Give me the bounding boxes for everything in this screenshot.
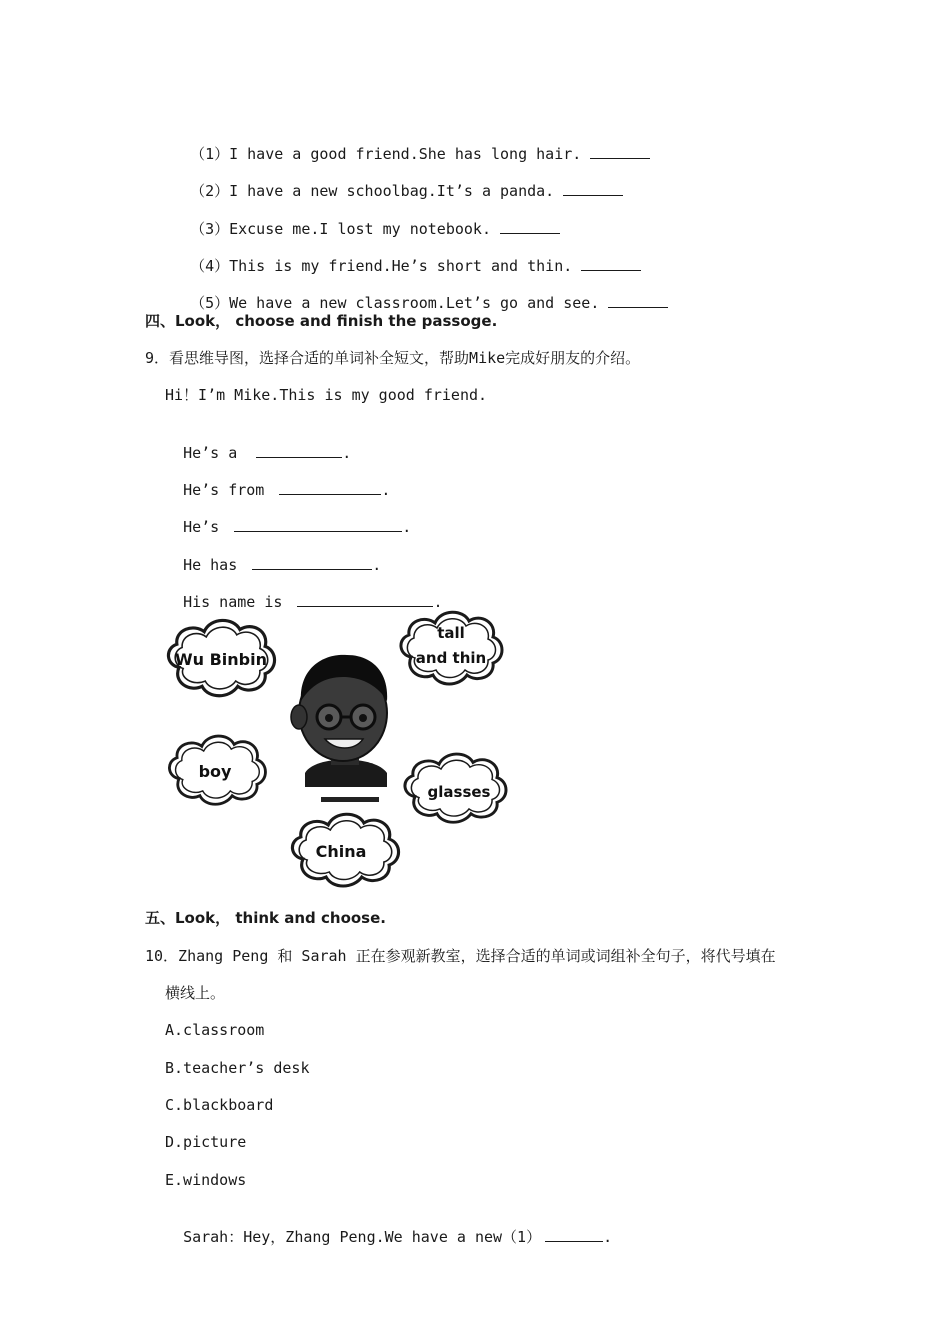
item-number: （2） xyxy=(190,182,230,200)
passage-end: . xyxy=(381,481,391,499)
passage-intro: Hi！I’m Mike.This is my good friend. xyxy=(165,386,488,404)
mind-map-figure xyxy=(165,605,510,895)
answer-blank[interactable] xyxy=(581,256,641,271)
passage-line-3 xyxy=(165,497,411,537)
item-number: （4） xyxy=(190,257,230,275)
answer-blank[interactable] xyxy=(608,293,668,308)
passage-text: His name is xyxy=(183,593,292,611)
item-text: I have a new schoolbag.It’s a panda. xyxy=(229,182,564,200)
passage-text: He’s from xyxy=(183,481,274,499)
item-4 xyxy=(172,236,641,276)
item-3 xyxy=(172,199,560,239)
answer-blank[interactable] xyxy=(234,517,402,532)
answer-blank[interactable] xyxy=(279,480,381,495)
dialogue-text: Sarah：Hey，Zhang Peng.We have a new（1） xyxy=(183,1228,542,1246)
dialogue-end: . xyxy=(603,1228,613,1246)
passage-text: He has xyxy=(183,556,247,574)
answer-blank[interactable] xyxy=(252,555,372,570)
dialogue-line-1 xyxy=(165,1207,612,1247)
item-text: We have a new classroom.Let’s go and see. xyxy=(229,294,609,312)
passage-line-1 xyxy=(165,423,351,463)
item-text: Excuse me.I lost my notebook. xyxy=(229,220,501,238)
cloud-china-label: China xyxy=(315,842,367,861)
answer-blank[interactable] xyxy=(256,443,342,458)
item-text: I have a good friend.She has long hair. xyxy=(229,145,591,163)
item-number: （1） xyxy=(190,145,230,163)
passage-end: . xyxy=(342,444,352,462)
answer-blank[interactable] xyxy=(545,1227,603,1242)
item-number: （3） xyxy=(190,220,230,238)
option-c: C.blackboard xyxy=(165,1096,274,1114)
option-d: D.picture xyxy=(165,1133,247,1151)
passage-line-4 xyxy=(165,535,381,575)
answer-blank[interactable] xyxy=(590,144,650,159)
passage-end: . xyxy=(372,556,382,574)
option-e: E.windows xyxy=(165,1171,247,1189)
option-b: B.teacher’s desk xyxy=(165,1059,310,1077)
boy-illustration xyxy=(291,655,387,802)
question-10-line-1: 10．Zhang Peng 和 Sarah 正在参观新教室，选择合适的单词或词组补全句子，将代号填在 xyxy=(145,947,776,965)
item-number: （5） xyxy=(190,294,230,312)
section-5-heading: 五、Look， think and choose. xyxy=(145,909,386,927)
item-5 xyxy=(172,273,668,313)
question-10-line-2: 横线上。 xyxy=(165,984,226,1002)
passage-end: . xyxy=(402,518,412,536)
cloud-boy-label: boy xyxy=(198,762,232,781)
question-9: 9．看思维导图，选择合适的单词补全短文，帮助Mike完成好朋友的介绍。 xyxy=(145,349,641,367)
item-1 xyxy=(172,124,650,164)
answer-blank[interactable] xyxy=(500,219,560,234)
passage-end: . xyxy=(433,593,443,611)
item-text: This is my friend.He’s short and thin. xyxy=(229,257,582,275)
cloud-glasses-label: glasses xyxy=(427,783,491,801)
cloud-tall-label: tall xyxy=(437,624,465,642)
answer-blank[interactable] xyxy=(563,181,623,196)
section-4-heading: 四、Look， choose and finish the passoge. xyxy=(145,312,498,330)
cloud-name-label: Wu Binbin xyxy=(174,650,268,669)
passage-text: He’s xyxy=(183,518,229,536)
item-2 xyxy=(172,161,623,201)
cloud-thin-label: and thin xyxy=(415,649,487,667)
option-a: A.classroom xyxy=(165,1021,265,1039)
passage-line-2 xyxy=(165,460,390,500)
passage-text: He’s a xyxy=(183,444,247,462)
